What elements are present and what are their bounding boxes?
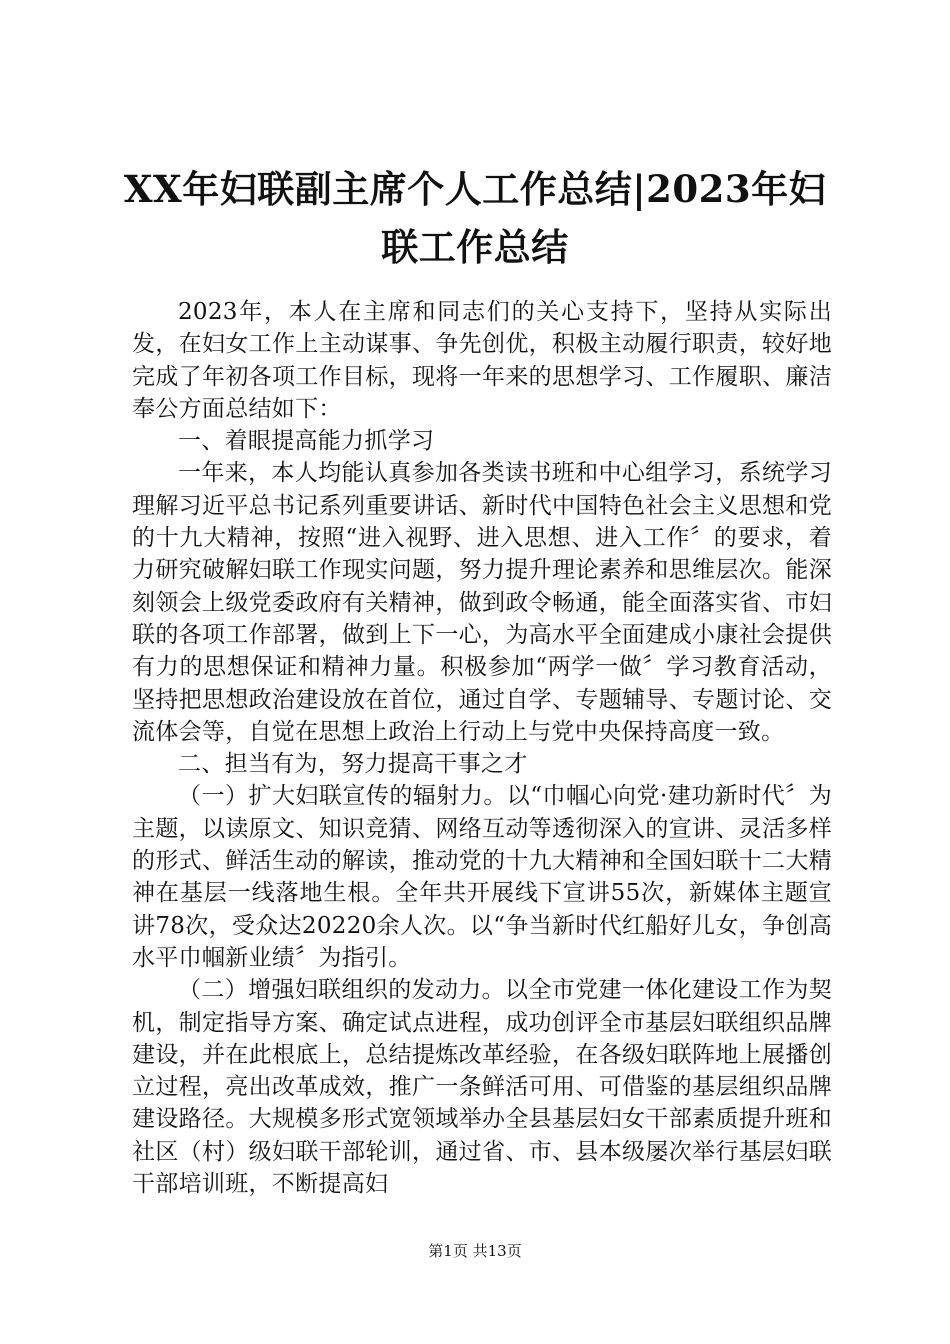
subsection-1-paragraph: （一）扩大妇联宣传的辐射力。以“巾帼心向党·建功新时代〞为主题，以读原文、知识竞猜、网络互动等透彻深入的宣讲、灵活多样的形式、鲜活生动的解读，推动党的十九大精神和全国妇联十二大精神在基层一线落地生根。全年共开展线下宣讲55次，新媒体主题宣讲78次，受众达20220余人次。以“争当新时代红船好儿女，争创高水平巾帼新业绩〞为指引。	[132, 783, 832, 971]
intro-paragraph: 2023年，本人在主席和同志们的关心支持下，坚持从实际出发，在妇女工作上主动谋事、争先创优，积极主动履行职责，较好地完成了年初各项工作目标，现将一年来的思想学习、工作履职、廉洁奉公方面总结如下：	[132, 299, 832, 422]
section-heading-2: 二、担当有为，努力提高干事之才	[178, 751, 528, 778]
subsection-2-paragraph: （二）增强妇联组织的发动力。以全市党建一体化建设工作为契机，制定指导方案、确定试点进程，成功创评全市基层妇联组织品牌建设，并在此根底上，总结提炼改革经验，在各级妇联阵地上展播创立过程，亮出改革成效，推广一条鲜活可用、可借鉴的基层组织品牌建设路径。大规模多形式宽领域举办全县基层妇女干部素质提升班和社区（村）级妇联干部轮训，通过省、市、县本级屡次举行基层妇联干部培训班，不断提高妇	[132, 977, 832, 1198]
section-heading-1: 一、着眼提高能力抓学习	[178, 428, 435, 455]
document-title: XX年妇联副主席个人工作总结|2023年妇联工作总结	[123, 167, 827, 269]
document-body	[132, 296, 832, 1200]
page-footer: 第1页 共13页	[428, 1242, 522, 1260]
section-1-paragraph: 一年来，本人均能认真参加各类读书班和中心组学习，系统学习理解习近平总书记系列重要讲话、新时代中国特色社会主义思想和党的十九大精神，按照“进入视野、进入思想、进入工作〞的要求，着力研究破解妇联工作现实问题，努力提升理论素养和思维层次。能深刻领会上级党委政府有关精神，做到政令畅通，能全面落实省、市妇联的各项工作部署，做到上下一心，为高水平全面建成小康社会提供有力的思想保证和精神力量。积极参加“两学一做〞学习教育活动，坚持把思想政治建设放在首位，通过自学、专题辅导、专题讨论、交流体会等，自觉在思想上政治上行动上与党中央保持高度一致。	[132, 460, 832, 745]
